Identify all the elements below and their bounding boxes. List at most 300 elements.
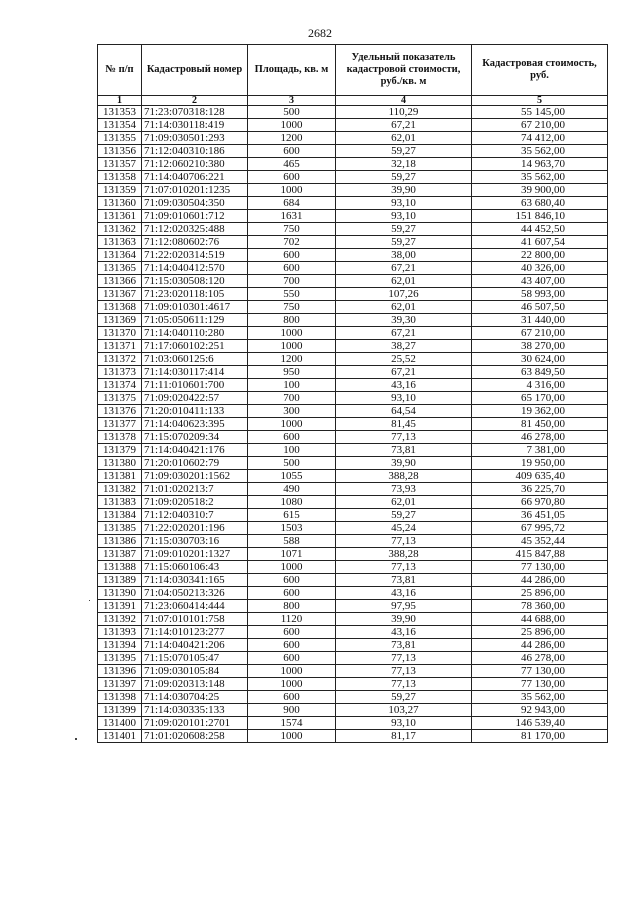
cadastral-number-cell: 71:14:030335:133: [142, 704, 248, 717]
row-number-cell: 131389: [98, 574, 142, 587]
cadastral-value-cell: 36 451,05: [472, 509, 608, 522]
unit-value-cell: 107,26: [336, 288, 472, 301]
row-number-cell: 131384: [98, 509, 142, 522]
cadastral-value-cell: 25 896,00: [472, 587, 608, 600]
table-row: [98, 132, 608, 145]
cadastral-number-cell: 71:09:030501:293: [142, 132, 248, 145]
row-number-cell: 131366: [98, 275, 142, 288]
row-number-cell: 131355: [98, 132, 142, 145]
cadastral-value-cell: 63 680,40: [472, 197, 608, 210]
unit-value-cell: 77,13: [336, 652, 472, 665]
table-row: [98, 223, 608, 236]
table-row: [98, 327, 608, 340]
table-row: [98, 379, 608, 392]
unit-value-cell: 77,13: [336, 665, 472, 678]
cadastral-value-cell: 67 210,00: [472, 327, 608, 340]
row-number-cell: 131373: [98, 366, 142, 379]
cadastral-number-cell: 71:23:060414:444: [142, 600, 248, 613]
row-number-cell: 131396: [98, 665, 142, 678]
unit-value-cell: 32,18: [336, 158, 472, 171]
cadastral-number-cell: 71:09:030201:1562: [142, 470, 248, 483]
cadastral-value-cell: 77 130,00: [472, 678, 608, 691]
area-cell: 1000: [248, 678, 336, 691]
cadastral-number-cell: 71:15:030508:120: [142, 275, 248, 288]
table-row: [98, 418, 608, 431]
table-row: [98, 249, 608, 262]
cadastral-value-cell: 151 846,10: [472, 210, 608, 223]
area-cell: 750: [248, 301, 336, 314]
table-row: [98, 236, 608, 249]
header-row-number: № п/п: [98, 45, 142, 96]
table-row: [98, 717, 608, 730]
table-row: [98, 145, 608, 158]
table-row: [98, 314, 608, 327]
area-cell: 600: [248, 431, 336, 444]
area-cell: 1200: [248, 132, 336, 145]
unit-value-cell: 64,54: [336, 405, 472, 418]
area-cell: 1000: [248, 327, 336, 340]
table-row: [98, 561, 608, 574]
cadastral-number-cell: 71:09:030105:84: [142, 665, 248, 678]
unit-value-cell: 25,52: [336, 353, 472, 366]
area-cell: 600: [248, 626, 336, 639]
cadastral-value-cell: 35 562,00: [472, 171, 608, 184]
unit-value-cell: 67,21: [336, 366, 472, 379]
cadastral-number-cell: 71:14:040623:395: [142, 418, 248, 431]
unit-value-cell: 77,13: [336, 535, 472, 548]
row-number-cell: 131380: [98, 457, 142, 470]
area-cell: 1503: [248, 522, 336, 535]
column-number: 5: [472, 96, 608, 106]
cadastral-value-table: [97, 44, 608, 743]
cadastral-value-cell: 415 847,88: [472, 548, 608, 561]
cadastral-value-cell: 46 278,00: [472, 431, 608, 444]
area-cell: 1000: [248, 730, 336, 743]
scan-speck: [89, 600, 90, 601]
unit-value-cell: 93,10: [336, 717, 472, 730]
area-cell: 600: [248, 145, 336, 158]
cadastral-value-cell: 63 849,50: [472, 366, 608, 379]
cadastral-value-cell: 67 210,00: [472, 119, 608, 132]
table-row: [98, 106, 608, 119]
row-number-cell: 131392: [98, 613, 142, 626]
column-number-row: [98, 96, 608, 106]
unit-value-cell: 67,21: [336, 262, 472, 275]
table-header-row: [98, 45, 608, 96]
table-row: [98, 691, 608, 704]
cadastral-number-cell: 71:17:060102:251: [142, 340, 248, 353]
table-row: [98, 730, 608, 743]
area-cell: 600: [248, 574, 336, 587]
area-cell: 800: [248, 314, 336, 327]
cadastral-value-cell: 66 970,80: [472, 496, 608, 509]
table-row: [98, 392, 608, 405]
table-row: [98, 600, 608, 613]
table-row: [98, 678, 608, 691]
cadastral-number-cell: 71:12:040310:7: [142, 509, 248, 522]
row-number-cell: 131363: [98, 236, 142, 249]
cadastral-number-cell: 71:14:030117:414: [142, 366, 248, 379]
row-number-cell: 131361: [98, 210, 142, 223]
table-row: [98, 626, 608, 639]
row-number-cell: 131357: [98, 158, 142, 171]
row-number-cell: 131399: [98, 704, 142, 717]
area-cell: 615: [248, 509, 336, 522]
unit-value-cell: 43,16: [336, 626, 472, 639]
unit-value-cell: 45,24: [336, 522, 472, 535]
cadastral-value-cell: 74 412,00: [472, 132, 608, 145]
area-cell: 900: [248, 704, 336, 717]
row-number-cell: 131391: [98, 600, 142, 613]
cadastral-number-cell: 71:14:040706:221: [142, 171, 248, 184]
area-cell: 100: [248, 379, 336, 392]
row-number-cell: 131395: [98, 652, 142, 665]
table-row: [98, 340, 608, 353]
cadastral-value-cell: 38 270,00: [472, 340, 608, 353]
cadastral-number-cell: 71:12:040310:186: [142, 145, 248, 158]
table-row: [98, 197, 608, 210]
unit-value-cell: 62,01: [336, 275, 472, 288]
cadastral-number-cell: 71:09:010601:712: [142, 210, 248, 223]
cadastral-value-cell: 81 450,00: [472, 418, 608, 431]
cadastral-value-cell: 146 539,40: [472, 717, 608, 730]
unit-value-cell: 39,90: [336, 184, 472, 197]
cadastral-value-cell: 77 130,00: [472, 561, 608, 574]
cadastral-number-cell: 71:09:010301:4617: [142, 301, 248, 314]
cadastral-value-cell: 35 562,00: [472, 691, 608, 704]
unit-value-cell: 93,10: [336, 210, 472, 223]
table-row: [98, 496, 608, 509]
cadastral-number-cell: 71:09:020518:2: [142, 496, 248, 509]
cadastral-number-cell: 71:12:060210:380: [142, 158, 248, 171]
row-number-cell: 131377: [98, 418, 142, 431]
unit-value-cell: 388,28: [336, 548, 472, 561]
cadastral-number-cell: 71:15:070209:34: [142, 431, 248, 444]
row-number-cell: 131401: [98, 730, 142, 743]
cadastral-number-cell: 71:01:020608:258: [142, 730, 248, 743]
row-number-cell: 131381: [98, 470, 142, 483]
unit-value-cell: 43,16: [336, 587, 472, 600]
table-row: [98, 288, 608, 301]
cadastral-value-cell: 4 316,00: [472, 379, 608, 392]
cadastral-value-cell: 25 896,00: [472, 626, 608, 639]
table-row: [98, 262, 608, 275]
unit-value-cell: 97,95: [336, 600, 472, 613]
cadastral-value-cell: 41 607,54: [472, 236, 608, 249]
cadastral-number-cell: 71:04:050213:326: [142, 587, 248, 600]
area-cell: 1080: [248, 496, 336, 509]
cadastral-value-cell: 409 635,40: [472, 470, 608, 483]
cadastral-value-cell: 19 950,00: [472, 457, 608, 470]
unit-value-cell: 110,29: [336, 106, 472, 119]
area-cell: 600: [248, 652, 336, 665]
cadastral-number-cell: 71:09:020101:2701: [142, 717, 248, 730]
table-row: [98, 444, 608, 457]
row-number-cell: 131371: [98, 340, 142, 353]
table-row: [98, 184, 608, 197]
unit-value-cell: 77,13: [336, 561, 472, 574]
row-number-cell: 131374: [98, 379, 142, 392]
area-cell: 500: [248, 106, 336, 119]
unit-value-cell: 62,01: [336, 301, 472, 314]
cadastral-number-cell: 71:14:040421:206: [142, 639, 248, 652]
cadastral-number-cell: 71:11:010601:700: [142, 379, 248, 392]
cadastral-number-cell: 71:14:040110:280: [142, 327, 248, 340]
row-number-cell: 131365: [98, 262, 142, 275]
row-number-cell: 131364: [98, 249, 142, 262]
table-row: [98, 548, 608, 561]
row-number-cell: 131369: [98, 314, 142, 327]
area-cell: 600: [248, 262, 336, 275]
area-cell: 1000: [248, 340, 336, 353]
table-row: [98, 210, 608, 223]
area-cell: 588: [248, 535, 336, 548]
cadastral-value-cell: 35 562,00: [472, 145, 608, 158]
unit-value-cell: 59,27: [336, 509, 472, 522]
cadastral-value-cell: 39 900,00: [472, 184, 608, 197]
unit-value-cell: 38,27: [336, 340, 472, 353]
cadastral-value-cell: 19 362,00: [472, 405, 608, 418]
row-number-cell: 131362: [98, 223, 142, 236]
cadastral-number-cell: 71:09:010201:1327: [142, 548, 248, 561]
column-number: 1: [98, 96, 142, 106]
unit-value-cell: 93,10: [336, 197, 472, 210]
table-row: [98, 119, 608, 132]
cadastral-value-cell: 58 993,00: [472, 288, 608, 301]
cadastral-number-cell: 71:09:030504:350: [142, 197, 248, 210]
cadastral-number-cell: 71:14:040412:570: [142, 262, 248, 275]
row-number-cell: 131353: [98, 106, 142, 119]
table-row: [98, 509, 608, 522]
area-cell: 600: [248, 171, 336, 184]
area-cell: 490: [248, 483, 336, 496]
area-cell: 1574: [248, 717, 336, 730]
cadastral-number-cell: 71:23:070318:128: [142, 106, 248, 119]
area-cell: 465: [248, 158, 336, 171]
row-number-cell: 131359: [98, 184, 142, 197]
row-number-cell: 131385: [98, 522, 142, 535]
table-row: [98, 470, 608, 483]
area-cell: 500: [248, 457, 336, 470]
area-cell: 1000: [248, 119, 336, 132]
cadastral-number-cell: 71:22:020314:519: [142, 249, 248, 262]
row-number-cell: 131394: [98, 639, 142, 652]
cadastral-value-cell: 14 963,70: [472, 158, 608, 171]
row-number-cell: 131387: [98, 548, 142, 561]
table-row: [98, 483, 608, 496]
unit-value-cell: 59,27: [336, 691, 472, 704]
cadastral-value-cell: 46 507,50: [472, 301, 608, 314]
cadastral-value-cell: 44 286,00: [472, 574, 608, 587]
row-number-cell: 131375: [98, 392, 142, 405]
cadastral-number-cell: 71:20:010411:133: [142, 405, 248, 418]
page-number: 2682: [308, 26, 332, 40]
area-cell: 600: [248, 639, 336, 652]
cadastral-value-cell: 92 943,00: [472, 704, 608, 717]
unit-value-cell: 103,27: [336, 704, 472, 717]
area-cell: 1120: [248, 613, 336, 626]
unit-value-cell: 73,81: [336, 574, 472, 587]
table-row: [98, 652, 608, 665]
row-number-cell: 131400: [98, 717, 142, 730]
cadastral-value-cell: 22 800,00: [472, 249, 608, 262]
unit-value-cell: 38,00: [336, 249, 472, 262]
area-cell: 750: [248, 223, 336, 236]
unit-value-cell: 73,81: [336, 639, 472, 652]
column-number: 3: [248, 96, 336, 106]
row-number-cell: 131398: [98, 691, 142, 704]
row-number-cell: 131379: [98, 444, 142, 457]
header-cadastral-value: Кадастровая стоимость, руб.: [472, 45, 608, 96]
area-cell: 1200: [248, 353, 336, 366]
unit-value-cell: 59,27: [336, 236, 472, 249]
row-number-cell: 131376: [98, 405, 142, 418]
area-cell: 800: [248, 600, 336, 613]
cadastral-number-cell: 71:15:030703:16: [142, 535, 248, 548]
unit-value-cell: 59,27: [336, 171, 472, 184]
area-cell: 1000: [248, 418, 336, 431]
row-number-cell: 131390: [98, 587, 142, 600]
row-number-cell: 131368: [98, 301, 142, 314]
cadastral-value-cell: 55 145,00: [472, 106, 608, 119]
header-area: Площадь, кв. м: [248, 45, 336, 96]
cadastral-number-cell: 71:14:030118:419: [142, 119, 248, 132]
table-row: [98, 353, 608, 366]
cadastral-value-cell: 67 995,72: [472, 522, 608, 535]
unit-value-cell: 67,21: [336, 119, 472, 132]
cadastral-value-cell: 31 440,00: [472, 314, 608, 327]
unit-value-cell: 77,13: [336, 678, 472, 691]
area-cell: 600: [248, 691, 336, 704]
unit-value-cell: 59,27: [336, 223, 472, 236]
cadastral-number-cell: 71:05:050611:129: [142, 314, 248, 327]
area-cell: 100: [248, 444, 336, 457]
table-row: [98, 639, 608, 652]
area-cell: 700: [248, 275, 336, 288]
row-number-cell: 131372: [98, 353, 142, 366]
row-number-cell: 131356: [98, 145, 142, 158]
area-cell: 1055: [248, 470, 336, 483]
unit-value-cell: 77,13: [336, 431, 472, 444]
area-cell: 300: [248, 405, 336, 418]
cadastral-value-cell: 65 170,00: [472, 392, 608, 405]
table-row: [98, 431, 608, 444]
cadastral-value-cell: 44 286,00: [472, 639, 608, 652]
row-number-cell: 131383: [98, 496, 142, 509]
area-cell: 702: [248, 236, 336, 249]
unit-value-cell: 62,01: [336, 132, 472, 145]
header-cadastral-number: Кадастровый номер: [142, 45, 248, 96]
table-row: [98, 535, 608, 548]
unit-value-cell: 81,45: [336, 418, 472, 431]
table-row: [98, 405, 608, 418]
cadastral-value-cell: 43 407,00: [472, 275, 608, 288]
area-cell: 1631: [248, 210, 336, 223]
row-number-cell: 131386: [98, 535, 142, 548]
unit-value-cell: 73,93: [336, 483, 472, 496]
cadastral-value-cell: 44 452,50: [472, 223, 608, 236]
area-cell: 1000: [248, 184, 336, 197]
unit-value-cell: 62,01: [336, 496, 472, 509]
area-cell: 1000: [248, 561, 336, 574]
cadastral-value-cell: 30 624,00: [472, 353, 608, 366]
column-number: 4: [336, 96, 472, 106]
table-row: [98, 522, 608, 535]
header-unit-value: Удельный показатель кадастровой стоимости, руб./кв. м: [336, 45, 472, 96]
table-row: [98, 301, 608, 314]
table-row: [98, 275, 608, 288]
cadastral-number-cell: 71:14:040421:176: [142, 444, 248, 457]
cadastral-number-cell: 71:07:010201:1235: [142, 184, 248, 197]
area-cell: 1000: [248, 665, 336, 678]
table-row: [98, 613, 608, 626]
table-row: [98, 587, 608, 600]
table-row: [98, 171, 608, 184]
row-number-cell: 131360: [98, 197, 142, 210]
cadastral-number-cell: 71:14:010123:277: [142, 626, 248, 639]
unit-value-cell: 93,10: [336, 392, 472, 405]
cadastral-number-cell: 71:23:020118:105: [142, 288, 248, 301]
unit-value-cell: 388,28: [336, 470, 472, 483]
table-row: [98, 457, 608, 470]
cadastral-value-cell: 36 225,70: [472, 483, 608, 496]
cadastral-value-cell: 7 381,00: [472, 444, 608, 457]
cadastral-number-cell: 71:15:070105:47: [142, 652, 248, 665]
cadastral-value-cell: 81 170,00: [472, 730, 608, 743]
cadastral-number-cell: 71:07:010101:758: [142, 613, 248, 626]
unit-value-cell: 81,17: [336, 730, 472, 743]
cadastral-number-cell: 71:20:010602:79: [142, 457, 248, 470]
unit-value-cell: 39,30: [336, 314, 472, 327]
cadastral-number-cell: 71:12:020325:488: [142, 223, 248, 236]
row-number-cell: 131367: [98, 288, 142, 301]
table-row: [98, 574, 608, 587]
unit-value-cell: 39,90: [336, 457, 472, 470]
cadastral-value-cell: 78 360,00: [472, 600, 608, 613]
row-number-cell: 131393: [98, 626, 142, 639]
row-number-cell: 131397: [98, 678, 142, 691]
cadastral-number-cell: 71:14:030704:25: [142, 691, 248, 704]
row-number-cell: 131358: [98, 171, 142, 184]
unit-value-cell: 43,16: [336, 379, 472, 392]
area-cell: 700: [248, 392, 336, 405]
cadastral-value-cell: 40 326,00: [472, 262, 608, 275]
table-row: [98, 665, 608, 678]
row-number-cell: 131388: [98, 561, 142, 574]
table-row: [98, 158, 608, 171]
unit-value-cell: 59,27: [336, 145, 472, 158]
unit-value-cell: 67,21: [336, 327, 472, 340]
cadastral-value-cell: 44 688,00: [472, 613, 608, 626]
area-cell: 950: [248, 366, 336, 379]
cadastral-value-cell: 45 352,44: [472, 535, 608, 548]
area-cell: 600: [248, 587, 336, 600]
row-number-cell: 131382: [98, 483, 142, 496]
cadastral-number-cell: 71:09:020313:148: [142, 678, 248, 691]
area-cell: 600: [248, 249, 336, 262]
cadastral-number-cell: 71:15:060106:43: [142, 561, 248, 574]
column-number: 2: [142, 96, 248, 106]
cadastral-number-cell: 71:14:030341:165: [142, 574, 248, 587]
area-cell: 684: [248, 197, 336, 210]
cadastral-value-cell: 46 278,00: [472, 652, 608, 665]
scan-speck: [75, 738, 77, 740]
cadastral-number-cell: 71:12:080602:76: [142, 236, 248, 249]
area-cell: 550: [248, 288, 336, 301]
unit-value-cell: 39,90: [336, 613, 472, 626]
cadastral-number-cell: 71:03:060125:6: [142, 353, 248, 366]
row-number-cell: 131354: [98, 119, 142, 132]
